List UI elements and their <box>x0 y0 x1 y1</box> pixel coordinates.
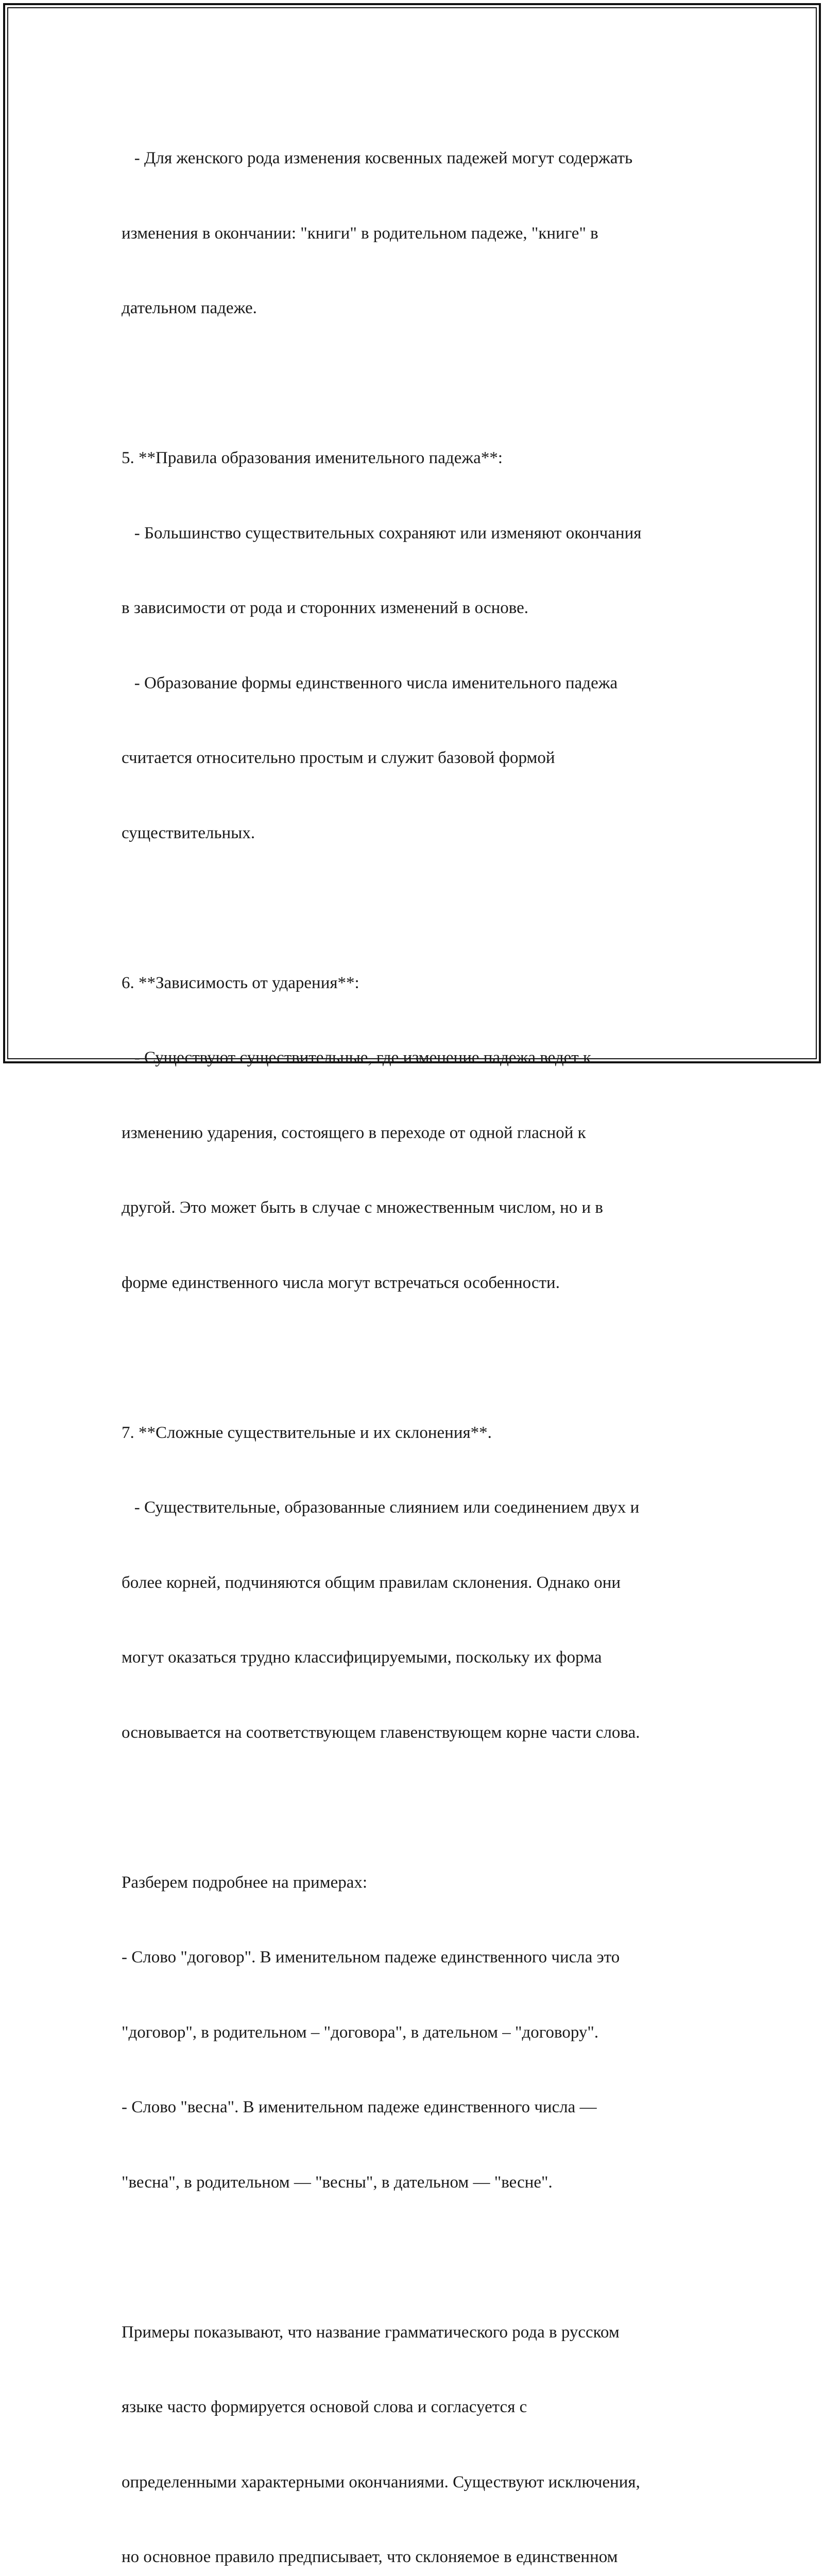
text-line: считается относительно простым и служит базовой формой <box>122 745 709 771</box>
text-line: существительных. <box>122 821 709 846</box>
section-7-compound-nouns <box>122 1370 709 1795</box>
section-heading: 6. **Зависимость от ударения**: <box>122 971 709 996</box>
text-line: Примеры показывают, что название грамматического рода в русском <box>122 2320 709 2345</box>
section-heading: 5. **Правила образования именительного падежа**: <box>122 446 709 471</box>
text-line: дательном падеже. <box>122 296 709 321</box>
text-line: форме единственного числа могут встречаться особенности. <box>122 1270 709 1296</box>
document-body <box>122 96 709 2576</box>
conclusion-paragraph <box>122 2270 709 2576</box>
paragraph-spacer <box>122 371 709 396</box>
examples-heading: Разберем подробнее на примерах: <box>122 1870 709 1895</box>
text-line: - Существительные, образованные слиянием или соединением двух и <box>122 1495 709 1520</box>
paragraph-spacer <box>122 895 709 921</box>
text-line: - Слово "весна". В именительном падеже единственного числа — <box>122 2095 709 2120</box>
text-line: - Большинство существительных сохраняют или изменяют окончания <box>122 521 709 546</box>
paragraph-spacer <box>122 1345 709 1370</box>
text-line: в зависимости от рода и сторонних изменений в основе. <box>122 596 709 621</box>
text-line: - Существуют существительные, где изменение падежа ведет к <box>122 1045 709 1071</box>
text-line: изменению ударения, состоящего в переходе от одной гласной к <box>122 1121 709 1146</box>
text-line: "договор", в родительном – "договора", в дательном – "договору". <box>122 2020 709 2045</box>
text-line: - Для женского рода изменения косвенных падежей могут содержать <box>122 146 709 171</box>
text-line: изменения в окончании: "книги" в родительном падеже, "книге" в <box>122 221 709 246</box>
paragraph-feminine-oblique-cases <box>122 96 709 371</box>
text-line: - Слово "договор". В именительном падеже единственного числа это <box>122 1945 709 1970</box>
text-line: более корней, подчиняются общим правилам склонения. Однако они <box>122 1570 709 1596</box>
section-heading: 7. **Сложные существительные и их склонения**. <box>122 1420 709 1446</box>
text-line: "весна", в родительном — "весны", в дательном — "весне". <box>122 2170 709 2195</box>
section-6-stress-dependence <box>122 921 709 1346</box>
text-line: языке часто формируется основой слова и согласуется с <box>122 2395 709 2420</box>
text-line: но основное правило предписывает, что склоняемое в единственном <box>122 2545 709 2570</box>
section-5-nominative-rules <box>122 396 709 895</box>
examples-paragraph <box>122 1820 709 2245</box>
paragraph-spacer <box>122 1795 709 1820</box>
text-line: - Образование формы единственного числа именительного падежа <box>122 671 709 696</box>
text-line: могут оказаться трудно классифицируемыми, поскольку их форма <box>122 1645 709 1670</box>
text-line: другой. Это может быть в случае с множественным числом, но и в <box>122 1195 709 1221</box>
text-line: основывается на соответствующем главенствующем корне части слова. <box>122 1720 709 1745</box>
paragraph-spacer <box>122 2245 709 2270</box>
text-line: определенными характерными окончаниями. Существуют исключения, <box>122 2470 709 2495</box>
